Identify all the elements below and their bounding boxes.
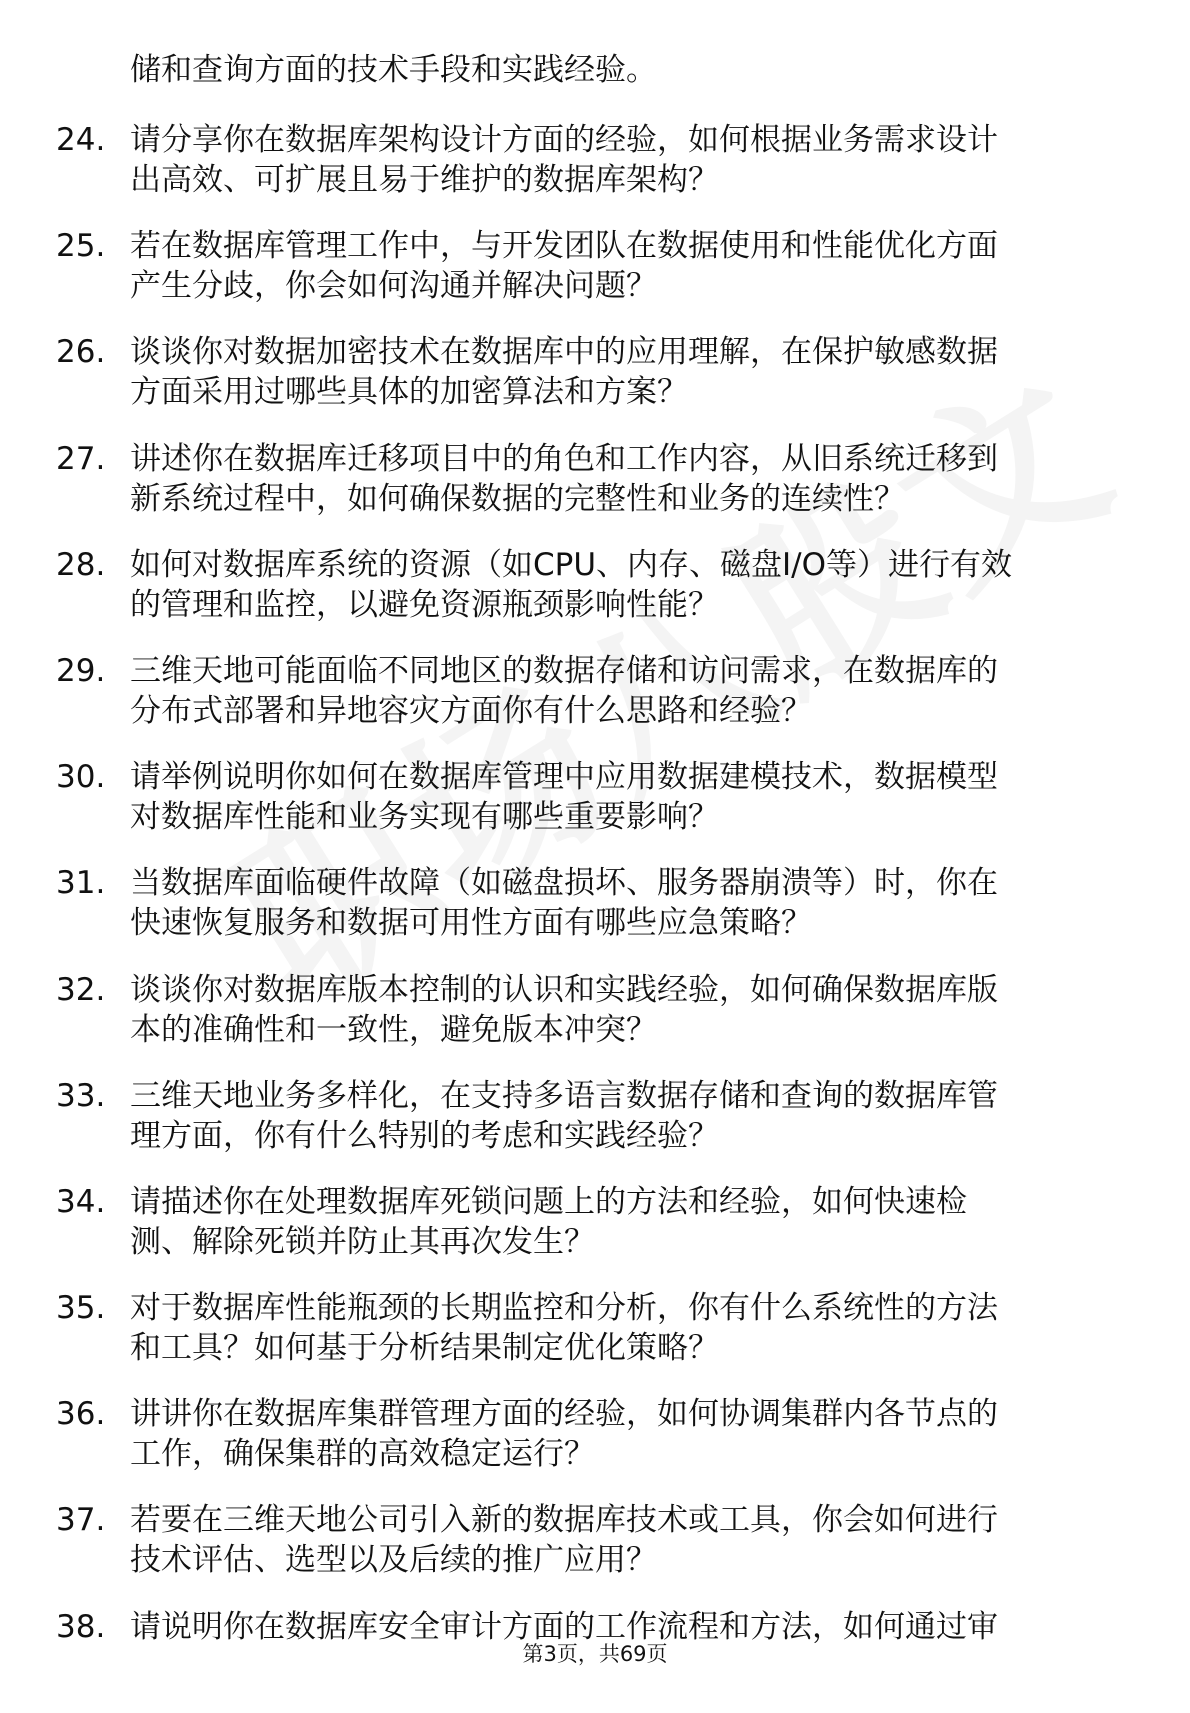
question-number: 35. bbox=[56, 1290, 106, 1327]
question-text: 三维天地可能面临不同地区的数据存储和访问需求，在数据库的 分布式部署和异地容灾方面你有什么思路和经验？ bbox=[130, 652, 998, 729]
list-item bbox=[56, 1182, 1136, 1288]
list-item bbox=[56, 439, 1136, 545]
list-item bbox=[56, 1288, 1136, 1394]
list-item bbox=[56, 970, 1136, 1076]
question-text: 请描述你在处理数据库死锁问题上的方法和经验，如何快速检 测、解除死锁并防止其再次发生？ bbox=[130, 1183, 967, 1260]
list-item bbox=[56, 863, 1136, 969]
question-text: 请分享你在数据库架构设计方面的经验，如何根据业务需求设计 出高效、可扩展且易于维护的数据库架构？ bbox=[130, 122, 998, 198]
list-item bbox=[56, 120, 1136, 226]
question-number: 31. bbox=[56, 865, 106, 902]
question-number: 25. bbox=[56, 228, 106, 265]
list-item bbox=[56, 1500, 1136, 1606]
question-number: 32. bbox=[56, 971, 106, 1008]
question-number: 27. bbox=[56, 440, 106, 477]
question-number: 38. bbox=[56, 1608, 106, 1645]
list-item bbox=[56, 1076, 1136, 1182]
question-number: 24. bbox=[56, 122, 106, 158]
question-text: 如何对数据库系统的资源（如CPU、内存、磁盘I/O等）进行有效 的管理和监控，以避免资源瓶颈影响性能？ bbox=[130, 546, 1013, 623]
question-number: 34. bbox=[56, 1183, 106, 1220]
question-number: 29. bbox=[56, 652, 106, 689]
question-text: 若在数据库管理工作中，与开发团队在数据使用和性能优化方面 产生分歧，你会如何沟通并解决问题？ bbox=[130, 228, 998, 305]
question-number: 36. bbox=[56, 1396, 106, 1433]
question-number: 37. bbox=[56, 1502, 106, 1539]
question-number: 33. bbox=[56, 1077, 106, 1114]
list-item bbox=[56, 545, 1136, 651]
question-number: 28. bbox=[56, 546, 106, 583]
question-number: 30. bbox=[56, 759, 106, 796]
question-number: 26. bbox=[56, 334, 106, 371]
question-text: 谈谈你对数据加密技术在数据库中的应用理解，在保护敏感数据 方面采用过哪些具体的加密算法和方案？ bbox=[130, 334, 998, 411]
question-text: 讲述你在数据库迁移项目中的角色和工作内容，从旧系统迁移到 新系统过程中，如何确保数据的完整性和业务的连续性？ bbox=[130, 440, 998, 517]
list-item bbox=[56, 332, 1136, 438]
page-footer: 第3页，共69页 bbox=[522, 1642, 668, 1666]
question-text: 请说明你在数据库安全审计方面的工作流程和方法，如何通过审 bbox=[130, 1608, 998, 1645]
list-item bbox=[56, 757, 1136, 863]
list-item bbox=[56, 651, 1136, 757]
list-item bbox=[56, 1394, 1136, 1500]
question-text: 谈谈你对数据库版本控制的认识和实践经验，如何确保数据库版 本的准确性和一致性，避免版本冲突？ bbox=[130, 971, 998, 1048]
question-text: 三维天地业务多样化，在支持多语言数据存储和查询的数据库管 理方面，你有什么特别的考虑和实践经验？ bbox=[130, 1077, 998, 1154]
continued-text: 储和查询方面的技术手段和实践经验。 bbox=[130, 52, 657, 88]
question-text: 当数据库面临硬件故障（如磁盘损坏、服务器崩溃等）时，你在 快速恢复服务和数据可用性方面有哪些应急策略？ bbox=[130, 865, 998, 942]
question-list bbox=[56, 120, 1136, 1713]
question-text: 对于数据库性能瓶颈的长期监控和分析，你有什么系统性的方法 和工具？如何基于分析结果制定优化策略？ bbox=[130, 1290, 998, 1367]
question-text: 若要在三维天地公司引入新的数据库技术或工具，你会如何进行 技术评估、选型以及后续的推广应用？ bbox=[130, 1502, 998, 1579]
question-text: 讲讲你在数据库集群管理方面的经验，如何协调集群内各节点的 工作，确保集群的高效稳定运行？ bbox=[130, 1396, 998, 1473]
question-text: 请举例说明你如何在数据库管理中应用数据建模技术，数据模型 对数据库性能和业务实现有哪些重要影响？ bbox=[130, 759, 998, 836]
list-item bbox=[56, 226, 1136, 332]
